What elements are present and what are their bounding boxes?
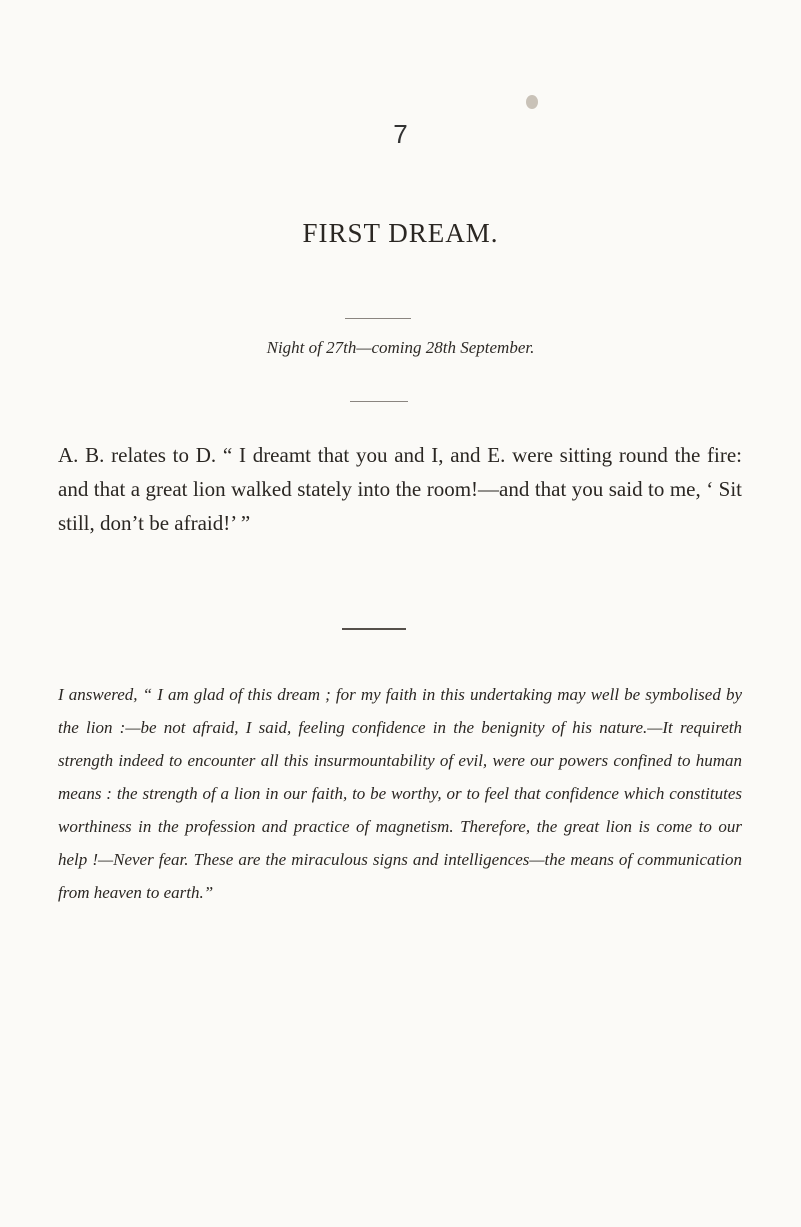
divider-middle	[350, 401, 408, 402]
ink-spot	[526, 95, 538, 109]
subtitle-date: Night of 27th—coming 28th September.	[266, 338, 535, 357]
divider-bottom	[342, 628, 406, 630]
dream-interpretation: I answered, “ I am glad of this dream ; for my faith in this undertaking may well be symbolised by the lion :—be not afraid, I said, feeling confidence in the benignity of his nature.—It requireth strength indeed to encounter all this insurmountability of evil, were our powers confined to human means : the strength of a lion in our faith, to be worthy, or to feel that confidence which constitutes worthiness in the profession and practice of magnetism. Therefore, the great lion is come to our help !—Never fear. These are the miraculous signs and intelligences—the means of communication from heaven to earth.”	[58, 685, 742, 902]
dream-narration: A. B. relates to D. “ I dreamt that you and I, and E. were sitting round the fire: and that a great lion walked stately into the room!—and that you said to me, ‘ Sit still, don’t be afraid!’ ”	[58, 443, 742, 535]
chapter-title: FIRST DREAM.	[302, 218, 499, 248]
divider-top	[345, 318, 411, 319]
page-number: 7	[393, 119, 408, 149]
